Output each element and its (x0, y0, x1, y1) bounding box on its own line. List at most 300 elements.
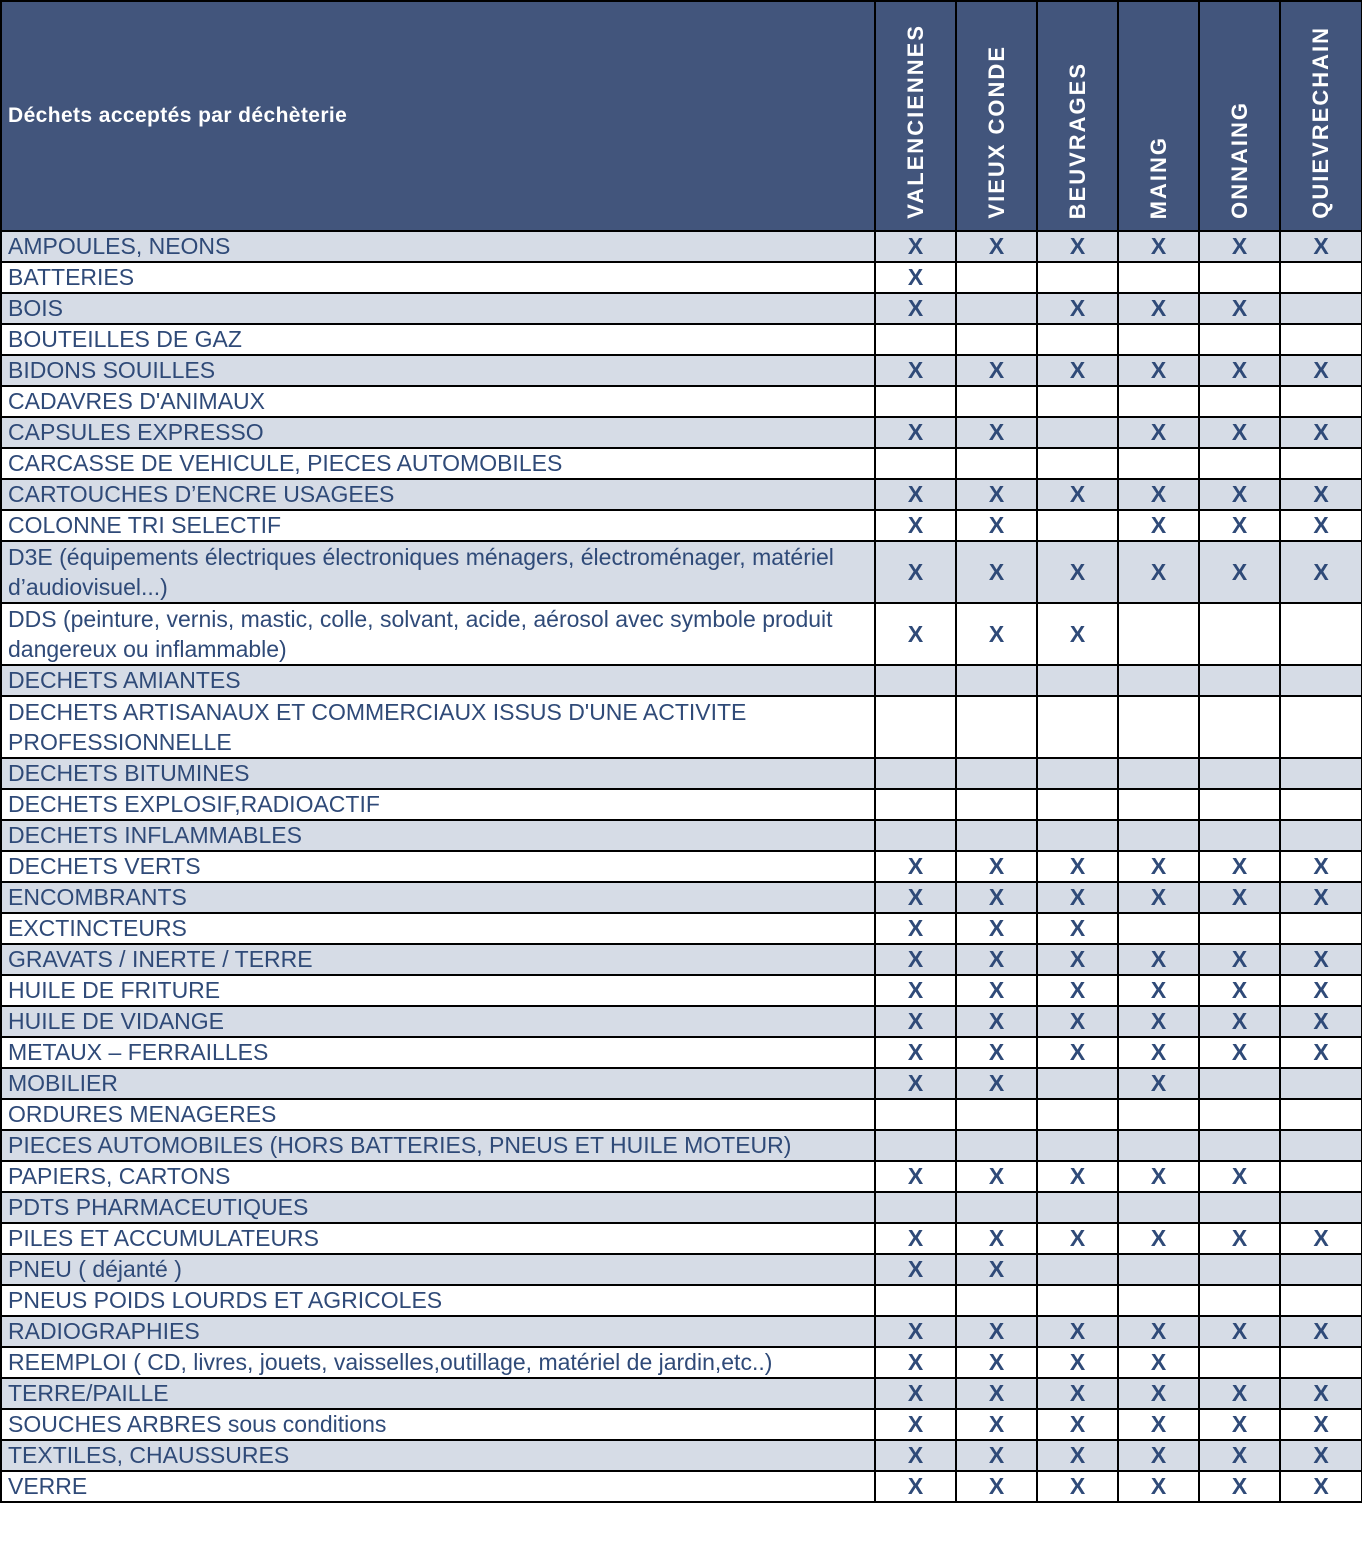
waste-type-label: BOUTEILLES DE GAZ (1, 324, 875, 355)
table-row (1, 386, 1362, 417)
acceptance-cell (956, 1006, 1037, 1037)
acceptance-cell (1037, 1161, 1118, 1192)
acceptance-cell (956, 758, 1037, 789)
accepted-mark: X (1313, 853, 1329, 879)
acceptance-cell (1280, 1223, 1362, 1254)
accepted-mark: X (1069, 946, 1086, 972)
acceptance-cell (1118, 1192, 1199, 1223)
acceptance-cell (1037, 1316, 1118, 1347)
acceptance-cell (956, 851, 1037, 882)
acceptance-cell (1199, 293, 1280, 324)
acceptance-cell (1037, 1037, 1118, 1068)
acceptance-cell (875, 696, 956, 758)
waste-type-label: ORDURES MENAGERES (1, 1099, 875, 1130)
acceptance-cell (1280, 851, 1362, 882)
acceptance-cell (956, 510, 1037, 541)
accepted-mark: X (907, 264, 924, 290)
accepted-mark: X (988, 1008, 1005, 1034)
accepted-mark: X (988, 853, 1005, 879)
accepted-mark: X (988, 1225, 1005, 1251)
acceptance-cell (1118, 1347, 1199, 1378)
acceptance-cell (1199, 882, 1280, 913)
accepted-mark: X (1069, 884, 1086, 910)
table-body (1, 231, 1362, 1502)
accepted-mark: X (907, 1070, 924, 1096)
accepted-mark: X (1313, 1380, 1329, 1406)
accepted-mark: X (1231, 512, 1248, 538)
accepted-mark: X (1150, 559, 1167, 585)
acceptance-cell (956, 1099, 1037, 1130)
waste-type-label: CARTOUCHES D’ENCRE USAGEES (1, 479, 875, 510)
acceptance-cell (1280, 975, 1362, 1006)
acceptance-cell (1118, 479, 1199, 510)
site-name: BEUVRAGES (1064, 61, 1090, 219)
accepted-mark: X (1150, 1163, 1167, 1189)
acceptance-cell (956, 1440, 1037, 1471)
acceptance-cell (1199, 1440, 1280, 1471)
waste-type-label: AMPOULES, NEONS (1, 231, 875, 262)
accepted-mark: X (1150, 946, 1167, 972)
acceptance-cell (1118, 696, 1199, 758)
accepted-mark: X (988, 1411, 1005, 1437)
accepted-mark: X (1150, 233, 1167, 259)
acceptance-cell (1118, 1006, 1199, 1037)
accepted-mark: X (907, 1256, 924, 1282)
acceptance-cell (1199, 1316, 1280, 1347)
table-row (1, 851, 1362, 882)
accepted-mark: X (988, 419, 1005, 445)
accepted-mark: X (1069, 481, 1086, 507)
acceptance-cell (1118, 1161, 1199, 1192)
waste-type-label: VERRE (1, 1471, 875, 1502)
accepted-mark: X (1150, 977, 1167, 1003)
acceptance-cell (1118, 913, 1199, 944)
waste-type-label: PILES ET ACCUMULATEURS (1, 1223, 875, 1254)
accepted-mark: X (1069, 559, 1086, 585)
accepted-mark: X (1069, 1473, 1086, 1499)
acceptance-cell (1118, 1223, 1199, 1254)
acceptance-cell (875, 665, 956, 696)
accepted-mark: X (1150, 1008, 1167, 1034)
accepted-mark: X (907, 295, 924, 321)
acceptance-cell (956, 386, 1037, 417)
table-row (1, 820, 1362, 851)
acceptance-cell (956, 448, 1037, 479)
acceptance-cell (1118, 1316, 1199, 1347)
acceptance-cell (1199, 510, 1280, 541)
acceptance-cell (1037, 231, 1118, 262)
acceptance-cell (1037, 603, 1118, 665)
acceptance-cell (1037, 665, 1118, 696)
accepted-mark: X (988, 1380, 1005, 1406)
acceptance-cell (1037, 944, 1118, 975)
acceptance-cell (1280, 417, 1362, 448)
acceptance-cell (1280, 448, 1362, 479)
site-name: MAING (1145, 135, 1171, 219)
acceptance-cell (875, 851, 956, 882)
waste-type-label: METAUX – FERRAILLES (1, 1037, 875, 1068)
accepted-mark: X (1069, 1349, 1086, 1375)
acceptance-cell (956, 355, 1037, 386)
acceptance-cell (1280, 293, 1362, 324)
accepted-mark: X (1069, 1225, 1086, 1251)
acceptance-cell (956, 882, 1037, 913)
acceptance-cell (1118, 355, 1199, 386)
acceptance-cell (875, 913, 956, 944)
acceptance-cell (875, 944, 956, 975)
acceptance-cell (1037, 541, 1118, 603)
acceptance-cell (956, 603, 1037, 665)
accepted-mark: X (1150, 295, 1167, 321)
accepted-mark: X (1313, 233, 1329, 259)
acceptance-cell (1037, 913, 1118, 944)
acceptance-cell (1118, 262, 1199, 293)
waste-type-label: COLONNE TRI SELECTIF (1, 510, 875, 541)
accepted-mark: X (907, 1380, 924, 1406)
acceptance-cell (1118, 944, 1199, 975)
waste-type-label: D3E (équipements électriques électroniques ménagers, électroménager, matériel d’audiovisuel...) (1, 541, 875, 603)
accepted-mark: X (1069, 295, 1086, 321)
acceptance-cell (875, 1254, 956, 1285)
acceptance-cell (875, 1099, 956, 1130)
accepted-mark: X (1069, 1039, 1086, 1065)
acceptance-cell (1199, 665, 1280, 696)
site-header-quievrechain (1280, 1, 1362, 231)
accepted-mark: X (907, 915, 924, 941)
accepted-mark: X (1150, 481, 1167, 507)
site-header-beuvrages (1037, 1, 1118, 231)
accepted-mark: X (1313, 559, 1329, 585)
acceptance-cell (875, 1068, 956, 1099)
acceptance-cell (1037, 1378, 1118, 1409)
acceptance-cell (1037, 510, 1118, 541)
acceptance-cell (956, 975, 1037, 1006)
acceptance-cell (1280, 882, 1362, 913)
table-row (1, 1440, 1362, 1471)
acceptance-cell (875, 262, 956, 293)
acceptance-cell (1280, 1409, 1362, 1440)
acceptance-cell (875, 417, 956, 448)
acceptance-cell (1037, 262, 1118, 293)
acceptance-cell (956, 665, 1037, 696)
accepted-mark: X (1313, 419, 1329, 445)
accepted-mark: X (907, 1163, 924, 1189)
acceptance-cell (1037, 1409, 1118, 1440)
acceptance-cell (875, 1037, 956, 1068)
acceptance-cell (875, 882, 956, 913)
acceptance-cell (956, 262, 1037, 293)
acceptance-cell (1199, 355, 1280, 386)
waste-type-label: BOIS (1, 293, 875, 324)
accepted-mark: X (907, 1225, 924, 1251)
acceptance-cell (1280, 1378, 1362, 1409)
table-row (1, 1254, 1362, 1285)
acceptance-cell (1199, 417, 1280, 448)
acceptance-cell (1280, 1161, 1362, 1192)
table-row (1, 510, 1362, 541)
acceptance-cell (1037, 882, 1118, 913)
table-row (1, 1378, 1362, 1409)
table-row (1, 417, 1362, 448)
accepted-mark: X (1069, 1411, 1086, 1437)
site-header-vieux-conde (956, 1, 1037, 231)
accepted-mark: X (907, 1349, 924, 1375)
acceptance-cell (875, 603, 956, 665)
table-row (1, 1192, 1362, 1223)
acceptance-cell (956, 789, 1037, 820)
accepted-mark: X (1231, 1442, 1248, 1468)
acceptance-cell (956, 1316, 1037, 1347)
table-row (1, 262, 1362, 293)
acceptance-cell (1118, 1409, 1199, 1440)
acceptance-cell (875, 789, 956, 820)
accepted-mark: X (907, 233, 924, 259)
accepted-mark: X (1231, 1163, 1248, 1189)
acceptance-cell (1037, 386, 1118, 417)
table-row (1, 1285, 1362, 1316)
acceptance-cell (956, 1037, 1037, 1068)
accepted-mark: X (1313, 481, 1329, 507)
acceptance-cell (1280, 603, 1362, 665)
accepted-mark: X (907, 1473, 924, 1499)
acceptance-cell (1199, 1099, 1280, 1130)
accepted-mark: X (1313, 884, 1329, 910)
accepted-mark: X (1313, 1318, 1329, 1344)
accepted-mark: X (1313, 1039, 1329, 1065)
accepted-mark: X (1069, 977, 1086, 1003)
waste-type-label: CARCASSE DE VEHICULE, PIECES AUTOMOBILES (1, 448, 875, 479)
acceptance-cell (1280, 665, 1362, 696)
acceptance-cell (1037, 851, 1118, 882)
acceptance-cell (1199, 448, 1280, 479)
table-row (1, 1037, 1362, 1068)
acceptance-cell (1037, 1099, 1118, 1130)
acceptance-cell (1037, 758, 1118, 789)
table-row (1, 1099, 1362, 1130)
accepted-mark: X (988, 512, 1005, 538)
acceptance-cell (1280, 1254, 1362, 1285)
accepted-mark: X (1313, 1225, 1329, 1251)
accepted-mark: X (1231, 1473, 1248, 1499)
header-row (1, 1, 1362, 231)
acceptance-cell (1118, 758, 1199, 789)
waste-type-label: DECHETS BITUMINES (1, 758, 875, 789)
table-row (1, 479, 1362, 510)
accepted-mark: X (1313, 946, 1329, 972)
acceptance-cell (875, 1006, 956, 1037)
acceptance-cell (875, 1440, 956, 1471)
acceptance-cell (875, 386, 956, 417)
acceptance-cell (1118, 1130, 1199, 1161)
acceptance-cell (1280, 355, 1362, 386)
accepted-mark: X (907, 946, 924, 972)
acceptance-cell (1280, 789, 1362, 820)
acceptance-cell (1037, 479, 1118, 510)
acceptance-cell (956, 293, 1037, 324)
accepted-mark: X (907, 512, 924, 538)
acceptance-cell (1118, 510, 1199, 541)
table-row (1, 944, 1362, 975)
acceptance-cell (956, 1161, 1037, 1192)
table-row (1, 1409, 1362, 1440)
acceptance-cell (956, 324, 1037, 355)
acceptance-cell (1199, 975, 1280, 1006)
acceptance-cell (1199, 789, 1280, 820)
acceptance-cell (1199, 1254, 1280, 1285)
waste-type-label: GRAVATS / INERTE / TERRE (1, 944, 875, 975)
accepted-mark: X (988, 1318, 1005, 1344)
acceptance-cell (1199, 1006, 1280, 1037)
accepted-mark: X (1313, 1008, 1329, 1034)
acceptance-cell (956, 820, 1037, 851)
acceptance-cell (956, 1068, 1037, 1099)
site-header-valenciennes (875, 1, 956, 231)
accepted-mark: X (1150, 1442, 1167, 1468)
waste-type-label: BATTERIES (1, 262, 875, 293)
acceptance-cell (1199, 1068, 1280, 1099)
site-name: VIEUX CONDE (983, 45, 1009, 219)
acceptance-cell (1118, 1254, 1199, 1285)
accepted-mark: X (1069, 621, 1086, 647)
accepted-mark: X (907, 621, 924, 647)
waste-type-label: DDS (peinture, vernis, mastic, colle, solvant, acide, aérosol avec symbole produit dangereux ou inflammable) (1, 603, 875, 665)
accepted-mark: X (988, 884, 1005, 910)
acceptance-cell (875, 231, 956, 262)
accepted-mark: X (1231, 481, 1248, 507)
acceptance-cell (1280, 231, 1362, 262)
waste-type-label: SOUCHES ARBRES sous conditions (1, 1409, 875, 1440)
acceptance-cell (1199, 913, 1280, 944)
acceptance-cell (956, 1192, 1037, 1223)
waste-type-label: REEMPLOI ( CD, livres, jouets, vaisselles,outillage, matériel de jardin,etc..) (1, 1347, 875, 1378)
acceptance-cell (1199, 696, 1280, 758)
table-row (1, 1316, 1362, 1347)
accepted-mark: X (1313, 512, 1329, 538)
table-row (1, 789, 1362, 820)
accepted-mark: X (907, 853, 924, 879)
acceptance-cell (1037, 975, 1118, 1006)
accepted-mark: X (1069, 1163, 1086, 1189)
accepted-mark: X (988, 481, 1005, 507)
acceptance-cell (875, 541, 956, 603)
acceptance-cell (1118, 1068, 1199, 1099)
acceptance-cell (875, 1471, 956, 1502)
table-row (1, 1130, 1362, 1161)
accepted-mark: X (1150, 1318, 1167, 1344)
acceptance-cell (956, 479, 1037, 510)
site-header-maing (1118, 1, 1199, 231)
accepted-mark: X (988, 233, 1005, 259)
acceptance-cell (1199, 479, 1280, 510)
acceptance-cell (1199, 1037, 1280, 1068)
acceptance-cell (1199, 758, 1280, 789)
acceptance-cell (1280, 541, 1362, 603)
waste-type-label: CAPSULES EXPRESSO (1, 417, 875, 448)
accepted-mark: X (1150, 1070, 1167, 1096)
acceptance-cell (1199, 262, 1280, 293)
acceptance-cell (1118, 417, 1199, 448)
acceptance-cell (1280, 1440, 1362, 1471)
acceptance-cell (1118, 386, 1199, 417)
acceptance-cell (875, 510, 956, 541)
acceptance-cell (1037, 293, 1118, 324)
accepted-mark: X (907, 1318, 924, 1344)
acceptance-cell (956, 417, 1037, 448)
accepted-mark: X (1231, 1008, 1248, 1034)
acceptance-cell (1118, 603, 1199, 665)
accepted-mark: X (1231, 295, 1248, 321)
waste-type-label: DECHETS AMIANTES (1, 665, 875, 696)
acceptance-cell (1037, 417, 1118, 448)
acceptance-cell (1199, 1130, 1280, 1161)
acceptance-cell (875, 1223, 956, 1254)
accepted-mark: X (1150, 512, 1167, 538)
acceptance-cell (1199, 1409, 1280, 1440)
accepted-mark: X (1231, 559, 1248, 585)
acceptance-cell (1118, 231, 1199, 262)
acceptance-cell (1037, 1285, 1118, 1316)
acceptance-cell (1199, 1347, 1280, 1378)
accepted-mark: X (1231, 1039, 1248, 1065)
waste-type-label: CADAVRES D'ANIMAUX (1, 386, 875, 417)
table-row (1, 975, 1362, 1006)
acceptance-cell (1118, 1099, 1199, 1130)
accepted-mark: X (907, 1008, 924, 1034)
accepted-mark: X (1150, 1349, 1167, 1375)
acceptance-cell (956, 913, 1037, 944)
accepted-mark: X (1069, 1380, 1086, 1406)
acceptance-cell (1199, 1192, 1280, 1223)
acceptance-cell (1037, 696, 1118, 758)
acceptance-cell (875, 1378, 956, 1409)
table-row (1, 355, 1362, 386)
table-row (1, 665, 1362, 696)
accepted-mark: X (1313, 357, 1329, 383)
accepted-mark: X (907, 1442, 924, 1468)
acceptance-cell (1280, 944, 1362, 975)
acceptance-cell (1118, 1471, 1199, 1502)
acceptance-cell (1280, 758, 1362, 789)
table-row (1, 1347, 1362, 1378)
acceptance-cell (1118, 1037, 1199, 1068)
acceptance-cell (1037, 1223, 1118, 1254)
waste-type-label: PIECES AUTOMOBILES (HORS BATTERIES, PNEUS ET HUILE MOTEUR) (1, 1130, 875, 1161)
acceptance-cell (1280, 1037, 1362, 1068)
acceptance-cell (1280, 1099, 1362, 1130)
acceptance-cell (1280, 386, 1362, 417)
accepted-mark: X (1231, 853, 1248, 879)
acceptance-cell (875, 293, 956, 324)
accepted-mark: X (907, 884, 924, 910)
waste-type-label: PNEU ( déjanté ) (1, 1254, 875, 1285)
site-name: ONNAING (1226, 101, 1252, 219)
table-row (1, 1471, 1362, 1502)
accepted-mark: X (1231, 884, 1248, 910)
accepted-mark: X (907, 481, 924, 507)
acceptance-cell (1118, 882, 1199, 913)
accepted-mark: X (1231, 1380, 1248, 1406)
acceptance-cell (1118, 1378, 1199, 1409)
acceptance-cell (1199, 1378, 1280, 1409)
accepted-mark: X (1313, 1473, 1329, 1499)
acceptance-cell (956, 1285, 1037, 1316)
acceptance-cell (956, 1254, 1037, 1285)
accepted-mark: X (988, 1039, 1005, 1065)
accepted-mark: X (988, 357, 1005, 383)
acceptance-cell (875, 1161, 956, 1192)
table-row (1, 1006, 1362, 1037)
acceptance-cell (1280, 1347, 1362, 1378)
